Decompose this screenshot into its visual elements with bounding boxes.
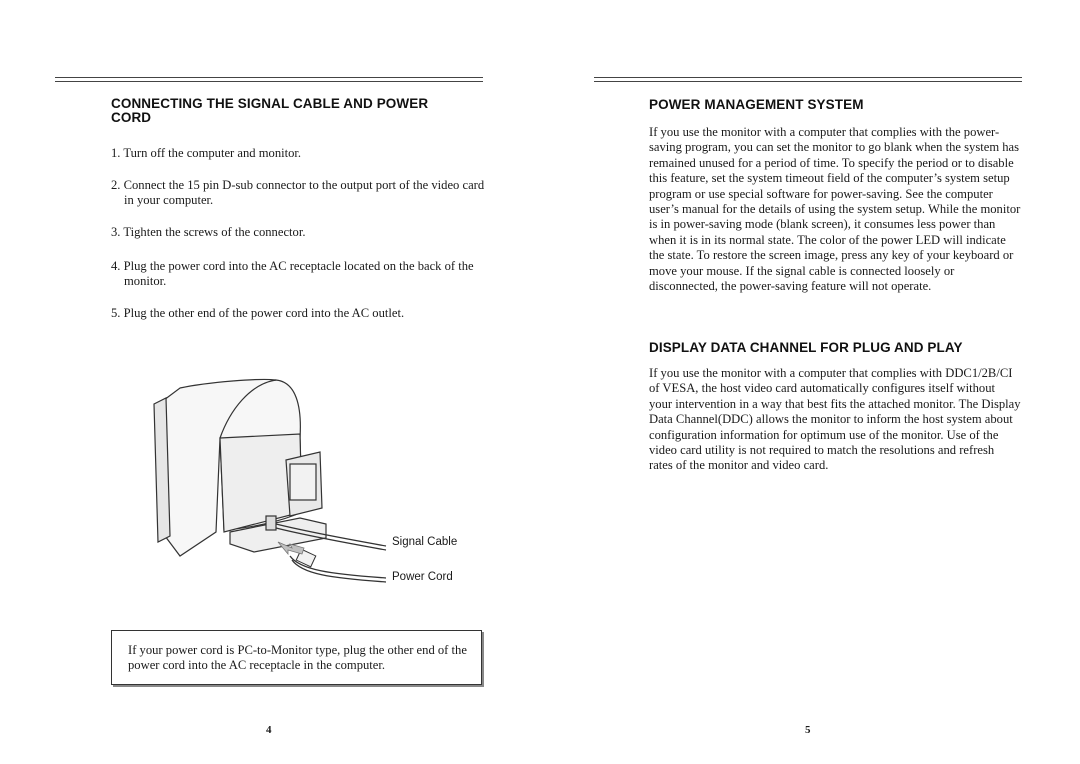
left-page-number: 4 (266, 724, 272, 736)
ddc-text: If you use the monitor with a computer that complies with DDC1/2B/CI of VESA, the host video card automatically configures itself without your intervention in a way that best fits the attached monitor. The Display Data Channel(DDC) allows the monitor to inform the host system about configuration information for optimum use of the monitor. Use of the video card utility is not required to match the resolutions and refresh rates of the monitor and video card. (649, 366, 1021, 473)
power-management-text: If you use the monitor with a computer that complies with the power-saving program, you can set the monitor to go blank when the system has remained unused for a period of time. To specify the period or to disable this feature, set the system timeout field of the computer’s system setup program or use special software for power-saving. See the computer user’s manual for the details of using the system setup. While the monitor is in power-saving mode (blank screen), it consumes less power than when it is in its normal state. The color of the power LED will indicate the state. To restore the screen image, press any key of your keyboard or move your mouse. If the signal cable is connected loosely or disconnected, the power-saving feature will not operate. (649, 125, 1021, 294)
power-management-heading: POWER MANAGEMENT SYSTEM (649, 97, 864, 112)
monitor-connection-illustration (150, 360, 390, 590)
ddc-heading: DISPLAY DATA CHANNEL FOR PLUG AND PLAY (649, 340, 963, 355)
step-5: 5. Plug the other end of the power cord into the AC outlet. (111, 306, 405, 320)
step-3: 3. Tighten the screws of the connector. (111, 225, 306, 239)
step-2: 2. Connect the 15 pin D-sub connector to the output port of the video card in your computer. (111, 178, 485, 208)
right-top-rule (594, 77, 1022, 82)
right-page-number: 5 (805, 724, 811, 736)
step-4: 4. Plug the power cord into the AC receptacle located on the back of the monitor. (111, 259, 474, 289)
left-top-rule (55, 77, 483, 82)
power-cord-note: If your power cord is PC-to-Monitor type, plug the other end of the power cord into the AC receptacle in the computer. (111, 630, 482, 685)
step-1: 1. Turn off the computer and monitor. (111, 146, 302, 160)
left-page-heading: CONNECTING THE SIGNAL CABLE AND POWER CORD (111, 96, 429, 125)
signal-cable-label: Signal Cable (392, 536, 458, 548)
power-cord-label: Power Cord (392, 571, 453, 583)
